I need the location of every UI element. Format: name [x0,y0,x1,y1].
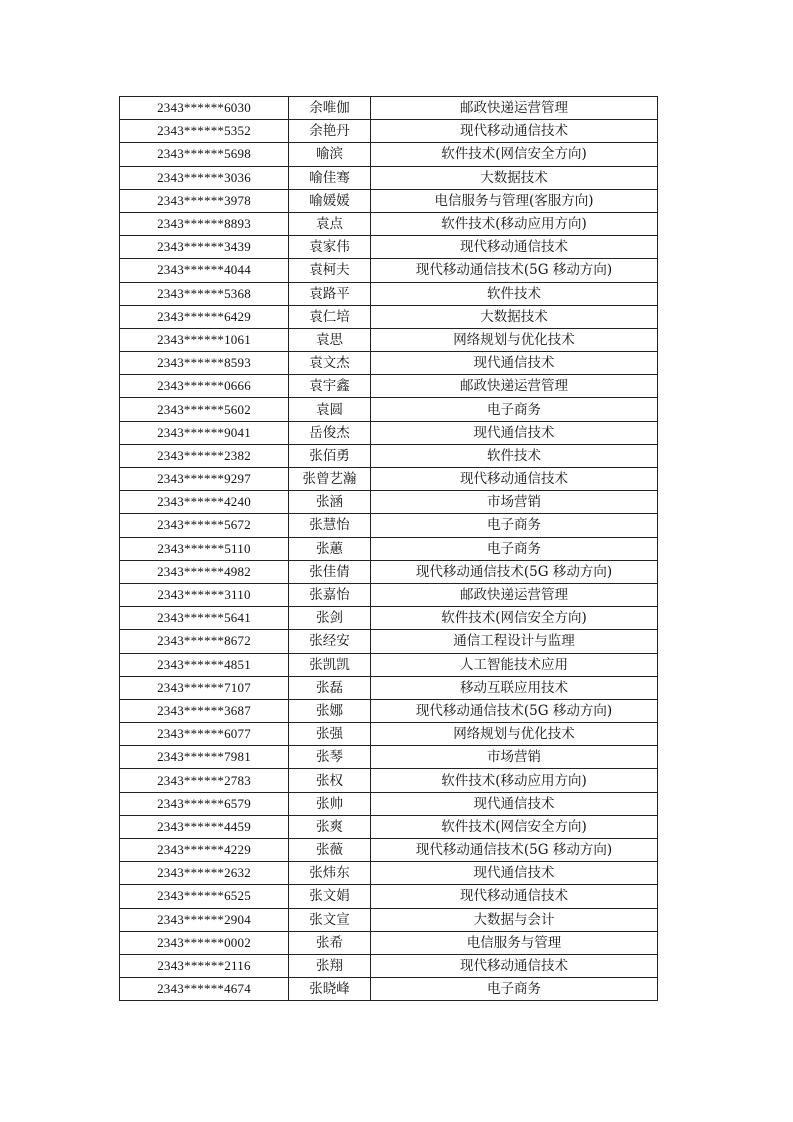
student-name-cell: 张权 [289,769,371,792]
student-id-cell: 2343******2904 [120,908,289,931]
student-id-cell: 2343******3687 [120,699,289,722]
major-cell: 现代通信技术 [371,862,658,885]
student-name-cell: 张文宣 [289,908,371,931]
student-id-cell: 2343******5672 [120,514,289,537]
major-cell: 现代通信技术 [371,792,658,815]
major-cell: 人工智能技术应用 [371,653,658,676]
table-row [120,120,658,143]
student-id-cell: 2343******3110 [120,583,289,606]
student-name-cell: 张文娟 [289,885,371,908]
student-name-cell: 张翔 [289,954,371,977]
student-name-cell: 张慧怡 [289,514,371,537]
student-name-cell: 袁圆 [289,398,371,421]
student-id-cell: 2343******6030 [120,97,289,120]
student-name-cell: 张琴 [289,746,371,769]
student-name-cell: 张强 [289,723,371,746]
student-name-cell: 张晓峰 [289,978,371,1001]
major-cell: 现代移动通信技术 [371,120,658,143]
major-cell: 现代移动通信技术 [371,885,658,908]
major-cell: 现代移动通信技术(5G 移动方向) [371,839,658,862]
table-row [120,862,658,885]
table-body [120,97,658,1001]
student-name-cell: 余唯伽 [289,97,371,120]
student-name-cell: 张炜东 [289,862,371,885]
student-name-cell: 张嘉怡 [289,583,371,606]
student-id-cell: 2343******4240 [120,491,289,514]
student-name-cell: 张凯凯 [289,653,371,676]
major-cell: 电子商务 [371,398,658,421]
table-row [120,259,658,282]
student-id-cell: 2343******7981 [120,746,289,769]
student-id-cell: 2343******3439 [120,236,289,259]
major-cell: 移动互联应用技术 [371,676,658,699]
document-page [119,96,657,1001]
table-row [120,282,658,305]
table-row [120,398,658,421]
major-cell: 软件技术(移动应用方向) [371,769,658,792]
table-row [120,189,658,212]
student-name-cell: 张剑 [289,607,371,630]
major-cell: 网络规划与优化技术 [371,723,658,746]
student-name-cell: 袁路平 [289,282,371,305]
major-cell: 现代移动通信技术 [371,954,658,977]
student-id-cell: 2343******3036 [120,166,289,189]
student-id-cell: 2343******8893 [120,212,289,235]
student-name-cell: 岳俊杰 [289,421,371,444]
major-cell: 软件技术(网信安全方向) [371,143,658,166]
student-id-cell: 2343******5368 [120,282,289,305]
table-row [120,676,658,699]
major-cell: 电子商务 [371,537,658,560]
student-id-cell: 2343******6077 [120,723,289,746]
student-name-cell: 袁柯夫 [289,259,371,282]
student-name-cell: 袁仁培 [289,305,371,328]
student-id-cell: 2343******2382 [120,444,289,467]
student-id-cell: 2343******5110 [120,537,289,560]
student-name-cell: 张磊 [289,676,371,699]
major-cell: 软件技术 [371,444,658,467]
student-id-cell: 2343******6429 [120,305,289,328]
student-name-cell: 张曾艺瀚 [289,468,371,491]
major-cell: 电信服务与管理 [371,931,658,954]
student-id-cell: 2343******4851 [120,653,289,676]
major-cell: 电子商务 [371,978,658,1001]
student-name-cell: 袁文杰 [289,352,371,375]
major-cell: 现代通信技术 [371,352,658,375]
table-row [120,630,658,653]
student-name-cell: 张希 [289,931,371,954]
table-row [120,908,658,931]
table-row [120,653,658,676]
student-name-cell: 张爽 [289,815,371,838]
table-row [120,444,658,467]
table-row [120,97,658,120]
student-id-cell: 2343******2783 [120,769,289,792]
table-row [120,421,658,444]
student-name-cell: 张佳倩 [289,560,371,583]
major-cell: 市场营销 [371,491,658,514]
student-id-cell: 2343******9041 [120,421,289,444]
student-name-cell: 袁点 [289,212,371,235]
student-table [119,96,658,1001]
table-row [120,931,658,954]
table-row [120,885,658,908]
student-name-cell: 喻佳骞 [289,166,371,189]
student-name-cell: 张涵 [289,491,371,514]
major-cell: 网络规划与优化技术 [371,328,658,351]
major-cell: 现代移动通信技术(5G 移动方向) [371,699,658,722]
student-id-cell: 2343******9297 [120,468,289,491]
table-row [120,839,658,862]
student-id-cell: 2343******1061 [120,328,289,351]
table-row [120,699,658,722]
major-cell: 电信服务与管理(客服方向) [371,189,658,212]
student-id-cell: 2343******5641 [120,607,289,630]
student-name-cell: 张佰勇 [289,444,371,467]
table-row [120,583,658,606]
student-name-cell: 袁宇鑫 [289,375,371,398]
major-cell: 现代通信技术 [371,421,658,444]
student-id-cell: 2343******4674 [120,978,289,1001]
student-id-cell: 2343******8672 [120,630,289,653]
table-row [120,236,658,259]
table-row [120,954,658,977]
table-row [120,560,658,583]
student-name-cell: 张经安 [289,630,371,653]
table-row [120,468,658,491]
major-cell: 软件技术 [371,282,658,305]
table-row [120,723,658,746]
student-name-cell: 张薇 [289,839,371,862]
major-cell: 邮政快递运营管理 [371,97,658,120]
major-cell: 大数据技术 [371,305,658,328]
student-id-cell: 2343******2632 [120,862,289,885]
major-cell: 软件技术(移动应用方向) [371,212,658,235]
table-row [120,305,658,328]
table-row [120,143,658,166]
student-id-cell: 2343******3978 [120,189,289,212]
major-cell: 大数据与会计 [371,908,658,931]
major-cell: 现代移动通信技术(5G 移动方向) [371,560,658,583]
major-cell: 现代移动通信技术 [371,236,658,259]
student-id-cell: 2343******4982 [120,560,289,583]
major-cell: 邮政快递运营管理 [371,375,658,398]
table-row [120,328,658,351]
student-name-cell: 张蕙 [289,537,371,560]
student-id-cell: 2343******0666 [120,375,289,398]
student-id-cell: 2343******6579 [120,792,289,815]
student-id-cell: 2343******5602 [120,398,289,421]
major-cell: 现代移动通信技术(5G 移动方向) [371,259,658,282]
student-id-cell: 2343******7107 [120,676,289,699]
table-row [120,352,658,375]
student-name-cell: 袁家伟 [289,236,371,259]
major-cell: 大数据技术 [371,166,658,189]
major-cell: 市场营销 [371,746,658,769]
table-row [120,978,658,1001]
major-cell: 软件技术(网信安全方向) [371,607,658,630]
student-name-cell: 余艳丹 [289,120,371,143]
student-name-cell: 张帅 [289,792,371,815]
major-cell: 软件技术(网信安全方向) [371,815,658,838]
table-row [120,514,658,537]
table-row [120,491,658,514]
student-id-cell: 2343******4459 [120,815,289,838]
table-row [120,537,658,560]
student-id-cell: 2343******2116 [120,954,289,977]
student-id-cell: 2343******5352 [120,120,289,143]
student-id-cell: 2343******4229 [120,839,289,862]
table-row [120,792,658,815]
student-name-cell: 喻媛媛 [289,189,371,212]
student-name-cell: 袁思 [289,328,371,351]
table-row [120,769,658,792]
student-id-cell: 2343******4044 [120,259,289,282]
table-row [120,815,658,838]
student-name-cell: 喻滨 [289,143,371,166]
table-row [120,746,658,769]
major-cell: 通信工程设计与监理 [371,630,658,653]
student-id-cell: 2343******5698 [120,143,289,166]
student-id-cell: 2343******0002 [120,931,289,954]
major-cell: 邮政快递运营管理 [371,583,658,606]
table-row [120,212,658,235]
student-id-cell: 2343******6525 [120,885,289,908]
major-cell: 现代移动通信技术 [371,468,658,491]
student-id-cell: 2343******8593 [120,352,289,375]
table-row [120,607,658,630]
major-cell: 电子商务 [371,514,658,537]
student-name-cell: 张娜 [289,699,371,722]
table-row [120,166,658,189]
table-row [120,375,658,398]
